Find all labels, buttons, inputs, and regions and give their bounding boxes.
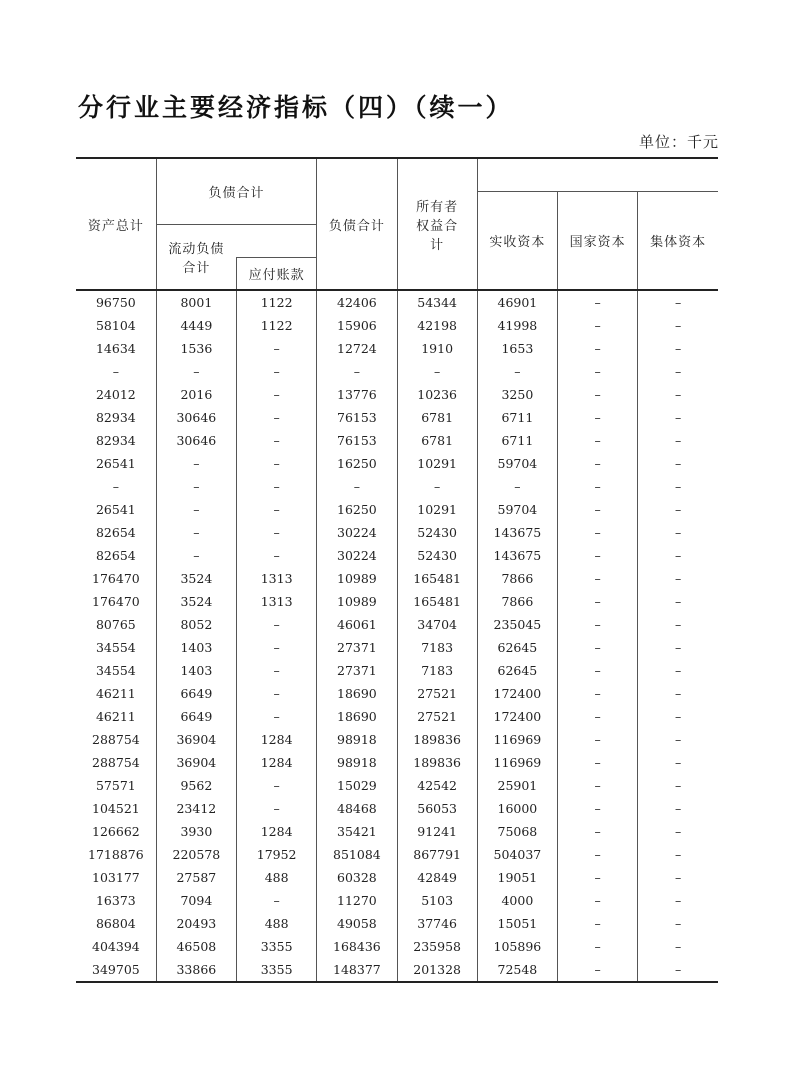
- table-row: [76, 567, 718, 590]
- cell-paid-in-capital: 25901: [477, 774, 557, 797]
- cell-total-assets: 1718876: [76, 843, 156, 866]
- cell-total-assets: 288754: [76, 728, 156, 751]
- cell-total-liabilities: 30224: [317, 521, 397, 544]
- header-total-assets: 资产总计: [76, 158, 156, 290]
- cell-current-liabilities: 36904: [156, 751, 236, 774]
- table-row: [76, 337, 718, 360]
- cell-collective-capital: –: [638, 728, 718, 751]
- cell-owners-equity: 189836: [397, 728, 477, 751]
- cell-total-liabilities: 42406: [317, 290, 397, 314]
- cell-owners-equity: 201328: [397, 958, 477, 982]
- cell-owners-equity: 42198: [397, 314, 477, 337]
- cell-paid-in-capital: 143675: [477, 544, 557, 567]
- cell-state-capital: –: [558, 383, 638, 406]
- cell-owners-equity: 7183: [397, 636, 477, 659]
- cell-total-assets: 24012: [76, 383, 156, 406]
- cell-accounts-payable: 17952: [237, 843, 317, 866]
- cell-state-capital: –: [558, 912, 638, 935]
- cell-total-assets: 82654: [76, 521, 156, 544]
- cell-owners-equity: 6781: [397, 406, 477, 429]
- header-state-capital: 国家资本: [558, 191, 638, 290]
- cell-owners-equity: 37746: [397, 912, 477, 935]
- cell-state-capital: –: [558, 889, 638, 912]
- cell-paid-in-capital: 105896: [477, 935, 557, 958]
- cell-total-assets: 26541: [76, 498, 156, 521]
- cell-state-capital: –: [558, 935, 638, 958]
- cell-total-liabilities: 10989: [317, 590, 397, 613]
- cell-accounts-payable: –: [237, 613, 317, 636]
- cell-total-liabilities: 35421: [317, 820, 397, 843]
- header-collective-capital: 集体资本: [638, 191, 718, 290]
- table-row: [76, 590, 718, 613]
- cell-collective-capital: –: [638, 590, 718, 613]
- cell-total-assets: 176470: [76, 590, 156, 613]
- table-row: [76, 774, 718, 797]
- table-row: [76, 452, 718, 475]
- cell-collective-capital: –: [638, 475, 718, 498]
- cell-current-liabilities: 33866: [156, 958, 236, 982]
- cell-paid-in-capital: 6711: [477, 406, 557, 429]
- cell-current-liabilities: 3930: [156, 820, 236, 843]
- cell-total-liabilities: 49058: [317, 912, 397, 935]
- cell-accounts-payable: –: [237, 797, 317, 820]
- table-row: [76, 659, 718, 682]
- cell-total-assets: 46211: [76, 705, 156, 728]
- cell-accounts-payable: –: [237, 383, 317, 406]
- table-row: [76, 314, 718, 337]
- cell-state-capital: –: [558, 751, 638, 774]
- cell-owners-equity: 42542: [397, 774, 477, 797]
- cell-accounts-payable: –: [237, 659, 317, 682]
- table-row: [76, 958, 718, 982]
- cell-collective-capital: –: [638, 682, 718, 705]
- cell-total-assets: 288754: [76, 751, 156, 774]
- cell-state-capital: –: [558, 590, 638, 613]
- cell-state-capital: –: [558, 728, 638, 751]
- cell-current-liabilities: 1403: [156, 659, 236, 682]
- cell-paid-in-capital: 62645: [477, 636, 557, 659]
- table-row: [76, 797, 718, 820]
- cell-total-assets: 103177: [76, 866, 156, 889]
- cell-accounts-payable: –: [237, 475, 317, 498]
- cell-total-liabilities: 98918: [317, 751, 397, 774]
- cell-collective-capital: –: [638, 636, 718, 659]
- cell-total-liabilities: –: [317, 475, 397, 498]
- cell-total-assets: 404394: [76, 935, 156, 958]
- cell-accounts-payable: 488: [237, 912, 317, 935]
- cell-state-capital: –: [558, 567, 638, 590]
- cell-collective-capital: –: [638, 866, 718, 889]
- table-row: [76, 521, 718, 544]
- table-row: [76, 866, 718, 889]
- cell-current-liabilities: –: [156, 475, 236, 498]
- cell-total-assets: –: [76, 360, 156, 383]
- cell-owners-equity: 52430: [397, 544, 477, 567]
- cell-collective-capital: –: [638, 935, 718, 958]
- cell-accounts-payable: 1313: [237, 590, 317, 613]
- header-current-liabilities: 流动负债合计: [156, 224, 236, 290]
- cell-total-liabilities: 27371: [317, 659, 397, 682]
- cell-total-assets: –: [76, 475, 156, 498]
- cell-state-capital: –: [558, 866, 638, 889]
- cell-accounts-payable: 1284: [237, 728, 317, 751]
- cell-current-liabilities: 220578: [156, 843, 236, 866]
- cell-total-liabilities: 16250: [317, 498, 397, 521]
- cell-collective-capital: –: [638, 958, 718, 982]
- cell-total-assets: 104521: [76, 797, 156, 820]
- header-paid-in-capital: 实收资本: [477, 191, 557, 290]
- cell-owners-equity: –: [397, 360, 477, 383]
- cell-paid-in-capital: 46901: [477, 290, 557, 314]
- cell-owners-equity: 52430: [397, 521, 477, 544]
- cell-paid-in-capital: 7866: [477, 567, 557, 590]
- cell-total-liabilities: 13776: [317, 383, 397, 406]
- cell-collective-capital: –: [638, 383, 718, 406]
- cell-state-capital: –: [558, 337, 638, 360]
- cell-paid-in-capital: –: [477, 475, 557, 498]
- cell-collective-capital: –: [638, 406, 718, 429]
- cell-current-liabilities: 3524: [156, 590, 236, 613]
- cell-accounts-payable: –: [237, 360, 317, 383]
- cell-total-assets: 26541: [76, 452, 156, 475]
- cell-collective-capital: –: [638, 797, 718, 820]
- cell-current-liabilities: 30646: [156, 429, 236, 452]
- cell-paid-in-capital: 59704: [477, 452, 557, 475]
- cell-owners-equity: 27521: [397, 682, 477, 705]
- cell-state-capital: –: [558, 544, 638, 567]
- cell-accounts-payable: 1122: [237, 314, 317, 337]
- cell-total-assets: 57571: [76, 774, 156, 797]
- cell-accounts-payable: –: [237, 544, 317, 567]
- cell-total-liabilities: 46061: [317, 613, 397, 636]
- cell-owners-equity: 56053: [397, 797, 477, 820]
- cell-state-capital: –: [558, 360, 638, 383]
- table-row: [76, 705, 718, 728]
- cell-collective-capital: –: [638, 521, 718, 544]
- cell-total-assets: 176470: [76, 567, 156, 590]
- cell-paid-in-capital: 504037: [477, 843, 557, 866]
- cell-current-liabilities: 30646: [156, 406, 236, 429]
- cell-total-assets: 46211: [76, 682, 156, 705]
- cell-state-capital: –: [558, 613, 638, 636]
- cell-total-liabilities: 148377: [317, 958, 397, 982]
- cell-total-assets: 14634: [76, 337, 156, 360]
- cell-state-capital: –: [558, 314, 638, 337]
- cell-current-liabilities: 1536: [156, 337, 236, 360]
- unit-label: 单位：千元: [638, 133, 719, 151]
- cell-accounts-payable: 1284: [237, 751, 317, 774]
- cell-collective-capital: –: [638, 429, 718, 452]
- cell-current-liabilities: 36904: [156, 728, 236, 751]
- cell-accounts-payable: –: [237, 774, 317, 797]
- header-total-liabilities: 负债合计: [317, 158, 397, 290]
- cell-state-capital: –: [558, 659, 638, 682]
- cell-paid-in-capital: 172400: [477, 705, 557, 728]
- cell-total-liabilities: 76153: [317, 406, 397, 429]
- cell-collective-capital: –: [638, 452, 718, 475]
- cell-paid-in-capital: 41998: [477, 314, 557, 337]
- table-row: [76, 912, 718, 935]
- header-owners-equity: 所有者权益合计: [397, 158, 477, 290]
- cell-total-assets: 58104: [76, 314, 156, 337]
- cell-total-assets: 96750: [76, 290, 156, 314]
- cell-state-capital: –: [558, 820, 638, 843]
- cell-total-assets: 349705: [76, 958, 156, 982]
- table-row: [76, 751, 718, 774]
- cell-state-capital: –: [558, 958, 638, 982]
- table-row: [76, 290, 718, 314]
- cell-total-assets: 86804: [76, 912, 156, 935]
- cell-accounts-payable: 3355: [237, 935, 317, 958]
- cell-owners-equity: 54344: [397, 290, 477, 314]
- cell-state-capital: –: [558, 429, 638, 452]
- cell-total-liabilities: 18690: [317, 705, 397, 728]
- cell-owners-equity: 6781: [397, 429, 477, 452]
- cell-current-liabilities: –: [156, 452, 236, 475]
- cell-total-liabilities: –: [317, 360, 397, 383]
- table-row: [76, 935, 718, 958]
- cell-current-liabilities: 23412: [156, 797, 236, 820]
- cell-total-liabilities: 168436: [317, 935, 397, 958]
- cell-collective-capital: –: [638, 544, 718, 567]
- cell-total-assets: 80765: [76, 613, 156, 636]
- cell-owners-equity: 91241: [397, 820, 477, 843]
- cell-owners-equity: 165481: [397, 567, 477, 590]
- cell-state-capital: –: [558, 406, 638, 429]
- cell-paid-in-capital: 72548: [477, 958, 557, 982]
- cell-paid-in-capital: 62645: [477, 659, 557, 682]
- header-blank: [237, 224, 317, 257]
- table-row: [76, 843, 718, 866]
- cell-paid-in-capital: 19051: [477, 866, 557, 889]
- cell-owners-equity: 189836: [397, 751, 477, 774]
- cell-owners-equity: 10291: [397, 498, 477, 521]
- cell-accounts-payable: –: [237, 521, 317, 544]
- cell-state-capital: –: [558, 843, 638, 866]
- cell-total-assets: 16373: [76, 889, 156, 912]
- cell-owners-equity: 5103: [397, 889, 477, 912]
- cell-paid-in-capital: 172400: [477, 682, 557, 705]
- cell-accounts-payable: –: [237, 498, 317, 521]
- cell-paid-in-capital: 59704: [477, 498, 557, 521]
- cell-paid-in-capital: 6711: [477, 429, 557, 452]
- cell-collective-capital: –: [638, 751, 718, 774]
- header-liabilities-group: 负债合计: [156, 158, 317, 224]
- cell-current-liabilities: 6649: [156, 705, 236, 728]
- cell-paid-in-capital: –: [477, 360, 557, 383]
- cell-total-liabilities: 27371: [317, 636, 397, 659]
- table-row: [76, 498, 718, 521]
- cell-owners-equity: 7183: [397, 659, 477, 682]
- cell-paid-in-capital: 15051: [477, 912, 557, 935]
- cell-current-liabilities: –: [156, 521, 236, 544]
- cell-collective-capital: –: [638, 613, 718, 636]
- cell-collective-capital: –: [638, 659, 718, 682]
- cell-total-liabilities: 16250: [317, 452, 397, 475]
- cell-collective-capital: –: [638, 290, 718, 314]
- cell-current-liabilities: 27587: [156, 866, 236, 889]
- cell-paid-in-capital: 1653: [477, 337, 557, 360]
- cell-owners-equity: 27521: [397, 705, 477, 728]
- cell-accounts-payable: 488: [237, 866, 317, 889]
- cell-collective-capital: –: [638, 314, 718, 337]
- cell-owners-equity: 867791: [397, 843, 477, 866]
- cell-total-liabilities: 18690: [317, 682, 397, 705]
- cell-accounts-payable: –: [237, 889, 317, 912]
- table-row: [76, 360, 718, 383]
- cell-current-liabilities: 8001: [156, 290, 236, 314]
- table-row: [76, 475, 718, 498]
- cell-current-liabilities: –: [156, 360, 236, 383]
- cell-total-liabilities: 10989: [317, 567, 397, 590]
- cell-total-liabilities: 98918: [317, 728, 397, 751]
- table-row: [76, 636, 718, 659]
- cell-collective-capital: –: [638, 567, 718, 590]
- cell-accounts-payable: –: [237, 429, 317, 452]
- cell-state-capital: –: [558, 774, 638, 797]
- cell-collective-capital: –: [638, 774, 718, 797]
- cell-paid-in-capital: 7866: [477, 590, 557, 613]
- cell-total-assets: 34554: [76, 636, 156, 659]
- table-row: [76, 613, 718, 636]
- cell-current-liabilities: 7094: [156, 889, 236, 912]
- cell-accounts-payable: –: [237, 452, 317, 475]
- cell-accounts-payable: –: [237, 636, 317, 659]
- table-row: [76, 728, 718, 751]
- cell-total-assets: 82654: [76, 544, 156, 567]
- table-row: [76, 889, 718, 912]
- cell-owners-equity: 42849: [397, 866, 477, 889]
- table-row: [76, 544, 718, 567]
- table-row: [76, 406, 718, 429]
- cell-owners-equity: –: [397, 475, 477, 498]
- cell-owners-equity: 165481: [397, 590, 477, 613]
- cell-current-liabilities: –: [156, 498, 236, 521]
- cell-paid-in-capital: 235045: [477, 613, 557, 636]
- cell-current-liabilities: 2016: [156, 383, 236, 406]
- cell-accounts-payable: –: [237, 705, 317, 728]
- cell-total-assets: 82934: [76, 406, 156, 429]
- cell-paid-in-capital: 116969: [477, 728, 557, 751]
- cell-current-liabilities: 3524: [156, 567, 236, 590]
- cell-accounts-payable: –: [237, 406, 317, 429]
- cell-total-liabilities: 76153: [317, 429, 397, 452]
- cell-state-capital: –: [558, 636, 638, 659]
- cell-total-liabilities: 15029: [317, 774, 397, 797]
- cell-collective-capital: –: [638, 820, 718, 843]
- cell-state-capital: –: [558, 475, 638, 498]
- cell-state-capital: –: [558, 290, 638, 314]
- cell-state-capital: –: [558, 705, 638, 728]
- cell-paid-in-capital: 4000: [477, 889, 557, 912]
- cell-state-capital: –: [558, 521, 638, 544]
- cell-accounts-payable: –: [237, 682, 317, 705]
- cell-current-liabilities: 9562: [156, 774, 236, 797]
- cell-current-liabilities: 46508: [156, 935, 236, 958]
- cell-collective-capital: –: [638, 912, 718, 935]
- cell-current-liabilities: 20493: [156, 912, 236, 935]
- cell-current-liabilities: 6649: [156, 682, 236, 705]
- cell-total-liabilities: 48468: [317, 797, 397, 820]
- cell-total-liabilities: 851084: [317, 843, 397, 866]
- cell-owners-equity: 34704: [397, 613, 477, 636]
- cell-state-capital: –: [558, 682, 638, 705]
- cell-total-assets: 126662: [76, 820, 156, 843]
- cell-state-capital: –: [558, 498, 638, 521]
- cell-paid-in-capital: 3250: [477, 383, 557, 406]
- table-row: [76, 682, 718, 705]
- cell-total-assets: 34554: [76, 659, 156, 682]
- cell-current-liabilities: 1403: [156, 636, 236, 659]
- cell-accounts-payable: –: [237, 337, 317, 360]
- cell-accounts-payable: 1122: [237, 290, 317, 314]
- cell-owners-equity: 235958: [397, 935, 477, 958]
- cell-total-liabilities: 30224: [317, 544, 397, 567]
- cell-accounts-payable: 1313: [237, 567, 317, 590]
- cell-collective-capital: –: [638, 337, 718, 360]
- cell-owners-equity: 10291: [397, 452, 477, 475]
- cell-state-capital: –: [558, 452, 638, 475]
- header-accounts-payable: 应付账款: [237, 257, 317, 290]
- cell-total-liabilities: 12724: [317, 337, 397, 360]
- table-row: [76, 820, 718, 843]
- table-row: [76, 383, 718, 406]
- cell-paid-in-capital: 75068: [477, 820, 557, 843]
- cell-collective-capital: –: [638, 498, 718, 521]
- cell-state-capital: –: [558, 797, 638, 820]
- cell-total-assets: 82934: [76, 429, 156, 452]
- cell-total-liabilities: 15906: [317, 314, 397, 337]
- cell-collective-capital: –: [638, 360, 718, 383]
- cell-collective-capital: –: [638, 889, 718, 912]
- cell-paid-in-capital: 116969: [477, 751, 557, 774]
- cell-current-liabilities: 8052: [156, 613, 236, 636]
- cell-current-liabilities: 4449: [156, 314, 236, 337]
- cell-paid-in-capital: 143675: [477, 521, 557, 544]
- cell-current-liabilities: –: [156, 544, 236, 567]
- economic-indicators-table: [76, 157, 718, 983]
- cell-total-liabilities: 11270: [317, 889, 397, 912]
- cell-paid-in-capital: 16000: [477, 797, 557, 820]
- cell-owners-equity: 1910: [397, 337, 477, 360]
- page-title: 分行业主要经济指标（四）（续一）: [78, 93, 514, 122]
- header-capital-group: [477, 158, 718, 191]
- cell-collective-capital: –: [638, 843, 718, 866]
- table-row: [76, 429, 718, 452]
- cell-accounts-payable: 1284: [237, 820, 317, 843]
- cell-total-liabilities: 60328: [317, 866, 397, 889]
- cell-collective-capital: –: [638, 705, 718, 728]
- cell-accounts-payable: 3355: [237, 958, 317, 982]
- cell-owners-equity: 10236: [397, 383, 477, 406]
